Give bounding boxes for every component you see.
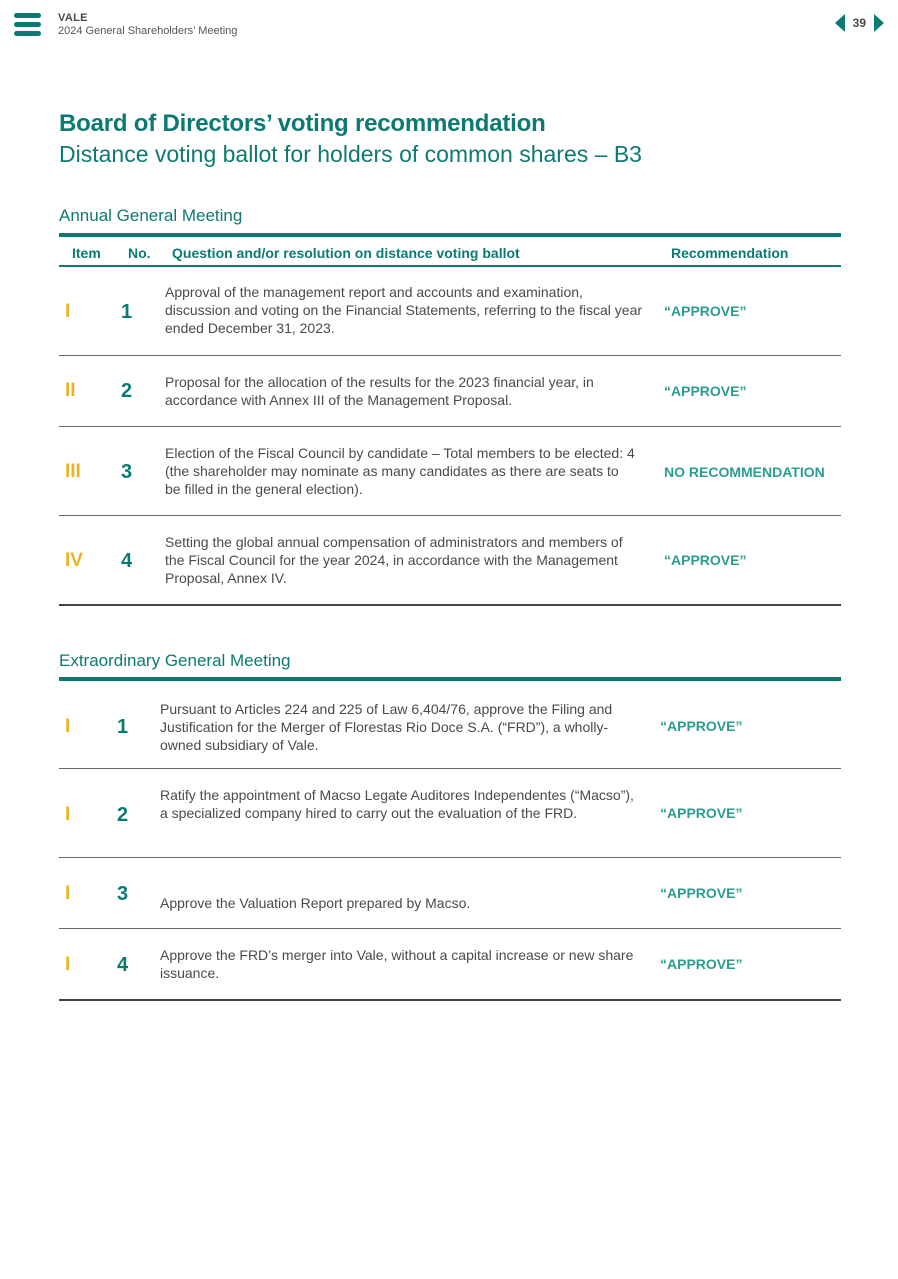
item-numeral: I [65,301,71,322]
table-row [59,858,841,929]
meeting-name: 2024 General Shareholders’ Meeting [58,25,238,37]
column-header-recommendation: Recommendation [671,245,789,261]
resolution-text: Approve the FRD’s merger into Vale, without a capital increase or new share issuance. [160,947,634,981]
item-numeral: I [65,954,71,975]
recommendation: “APPROVE” [664,552,747,568]
recommendation: “APPROVE” [664,303,747,319]
table-row [59,769,841,858]
item-numeral: I [65,716,71,737]
page-subtitle: Distance voting ballot for holders of common shares – B3 [59,141,642,167]
table-row [59,356,841,427]
egm-table [59,677,841,1001]
recommendation: NO RECOMMENDATION [664,464,825,480]
table-row [59,681,841,769]
item-numeral: I [65,883,71,904]
resolution-text: Ratify the appointment of Macso Legate Auditores Independentes (“Macso”), a specialized company hired to carry out the evaluation of the FRD. [160,787,634,821]
resolution-text: Proposal for the allocation of the results for the 2023 financial year, in accordance with Annex III of the Management Proposal. [165,374,594,408]
table-header [59,237,841,267]
agm-section-title: Annual General Meeting [59,206,243,225]
recommendation: “APPROVE” [660,805,743,821]
table-row [59,516,841,606]
table-row [59,267,841,356]
menu-icon[interactable] [14,13,41,37]
recommendation: “APPROVE” [660,885,743,901]
table-row [59,929,841,1001]
document-header [58,12,237,38]
row-number: 3 [121,461,133,483]
next-page-icon[interactable] [874,14,884,32]
row-number: 3 [117,883,129,905]
row-number: 4 [121,550,133,572]
recommendation: “APPROVE” [660,718,743,734]
egm-section-title: Extraordinary General Meeting [59,651,291,670]
column-header-question: Question and/or resolution on distance voting ballot [172,245,520,261]
column-header-no: No. [128,245,151,261]
agm-table [59,233,841,606]
table-row [59,427,841,516]
page-title: Board of Directors’ voting recommendation [59,110,546,137]
item-numeral: III [65,461,81,482]
row-number: 1 [121,301,133,323]
resolution-text: Pursuant to Articles 224 and 225 of Law 6,404/76, approve the Filing and Justification for the Merger of Florestas Rio Doce S.A. (“FRD”), a wholly-owned subsidiary of Vale. [160,701,613,753]
item-numeral: IV [65,550,83,571]
row-number: 2 [117,804,129,826]
resolution-text: Approval of the management report and accounts and examination, discussion and voting on the Financial Statements, referring to the fiscal year ended December 31, 2023. [165,284,643,336]
recommendation: “APPROVE” [660,956,743,972]
row-number: 4 [117,954,129,976]
item-numeral: I [65,804,71,825]
resolution-text: Setting the global annual compensation of administrators and members of the Fiscal Council for the year 2024, in accordance with the Management Proposal, Annex IV. [165,534,623,586]
resolution-text: Approve the Valuation Report prepared by Macso. [160,895,471,911]
row-number: 1 [117,716,129,738]
row-number: 2 [121,380,133,402]
previous-page-icon[interactable] [835,14,845,32]
pager [835,14,884,32]
resolution-text: Election of the Fiscal Council by candidate – Total members to be elected: 4 (the shareholder may nominate as many candidates as there are seats to be filled in the general election). [165,445,635,497]
company-name: VALE [58,12,88,24]
item-numeral: II [65,380,76,401]
recommendation: “APPROVE” [664,383,747,399]
page-number: 39 [852,16,866,30]
column-header-item: Item [72,245,101,261]
